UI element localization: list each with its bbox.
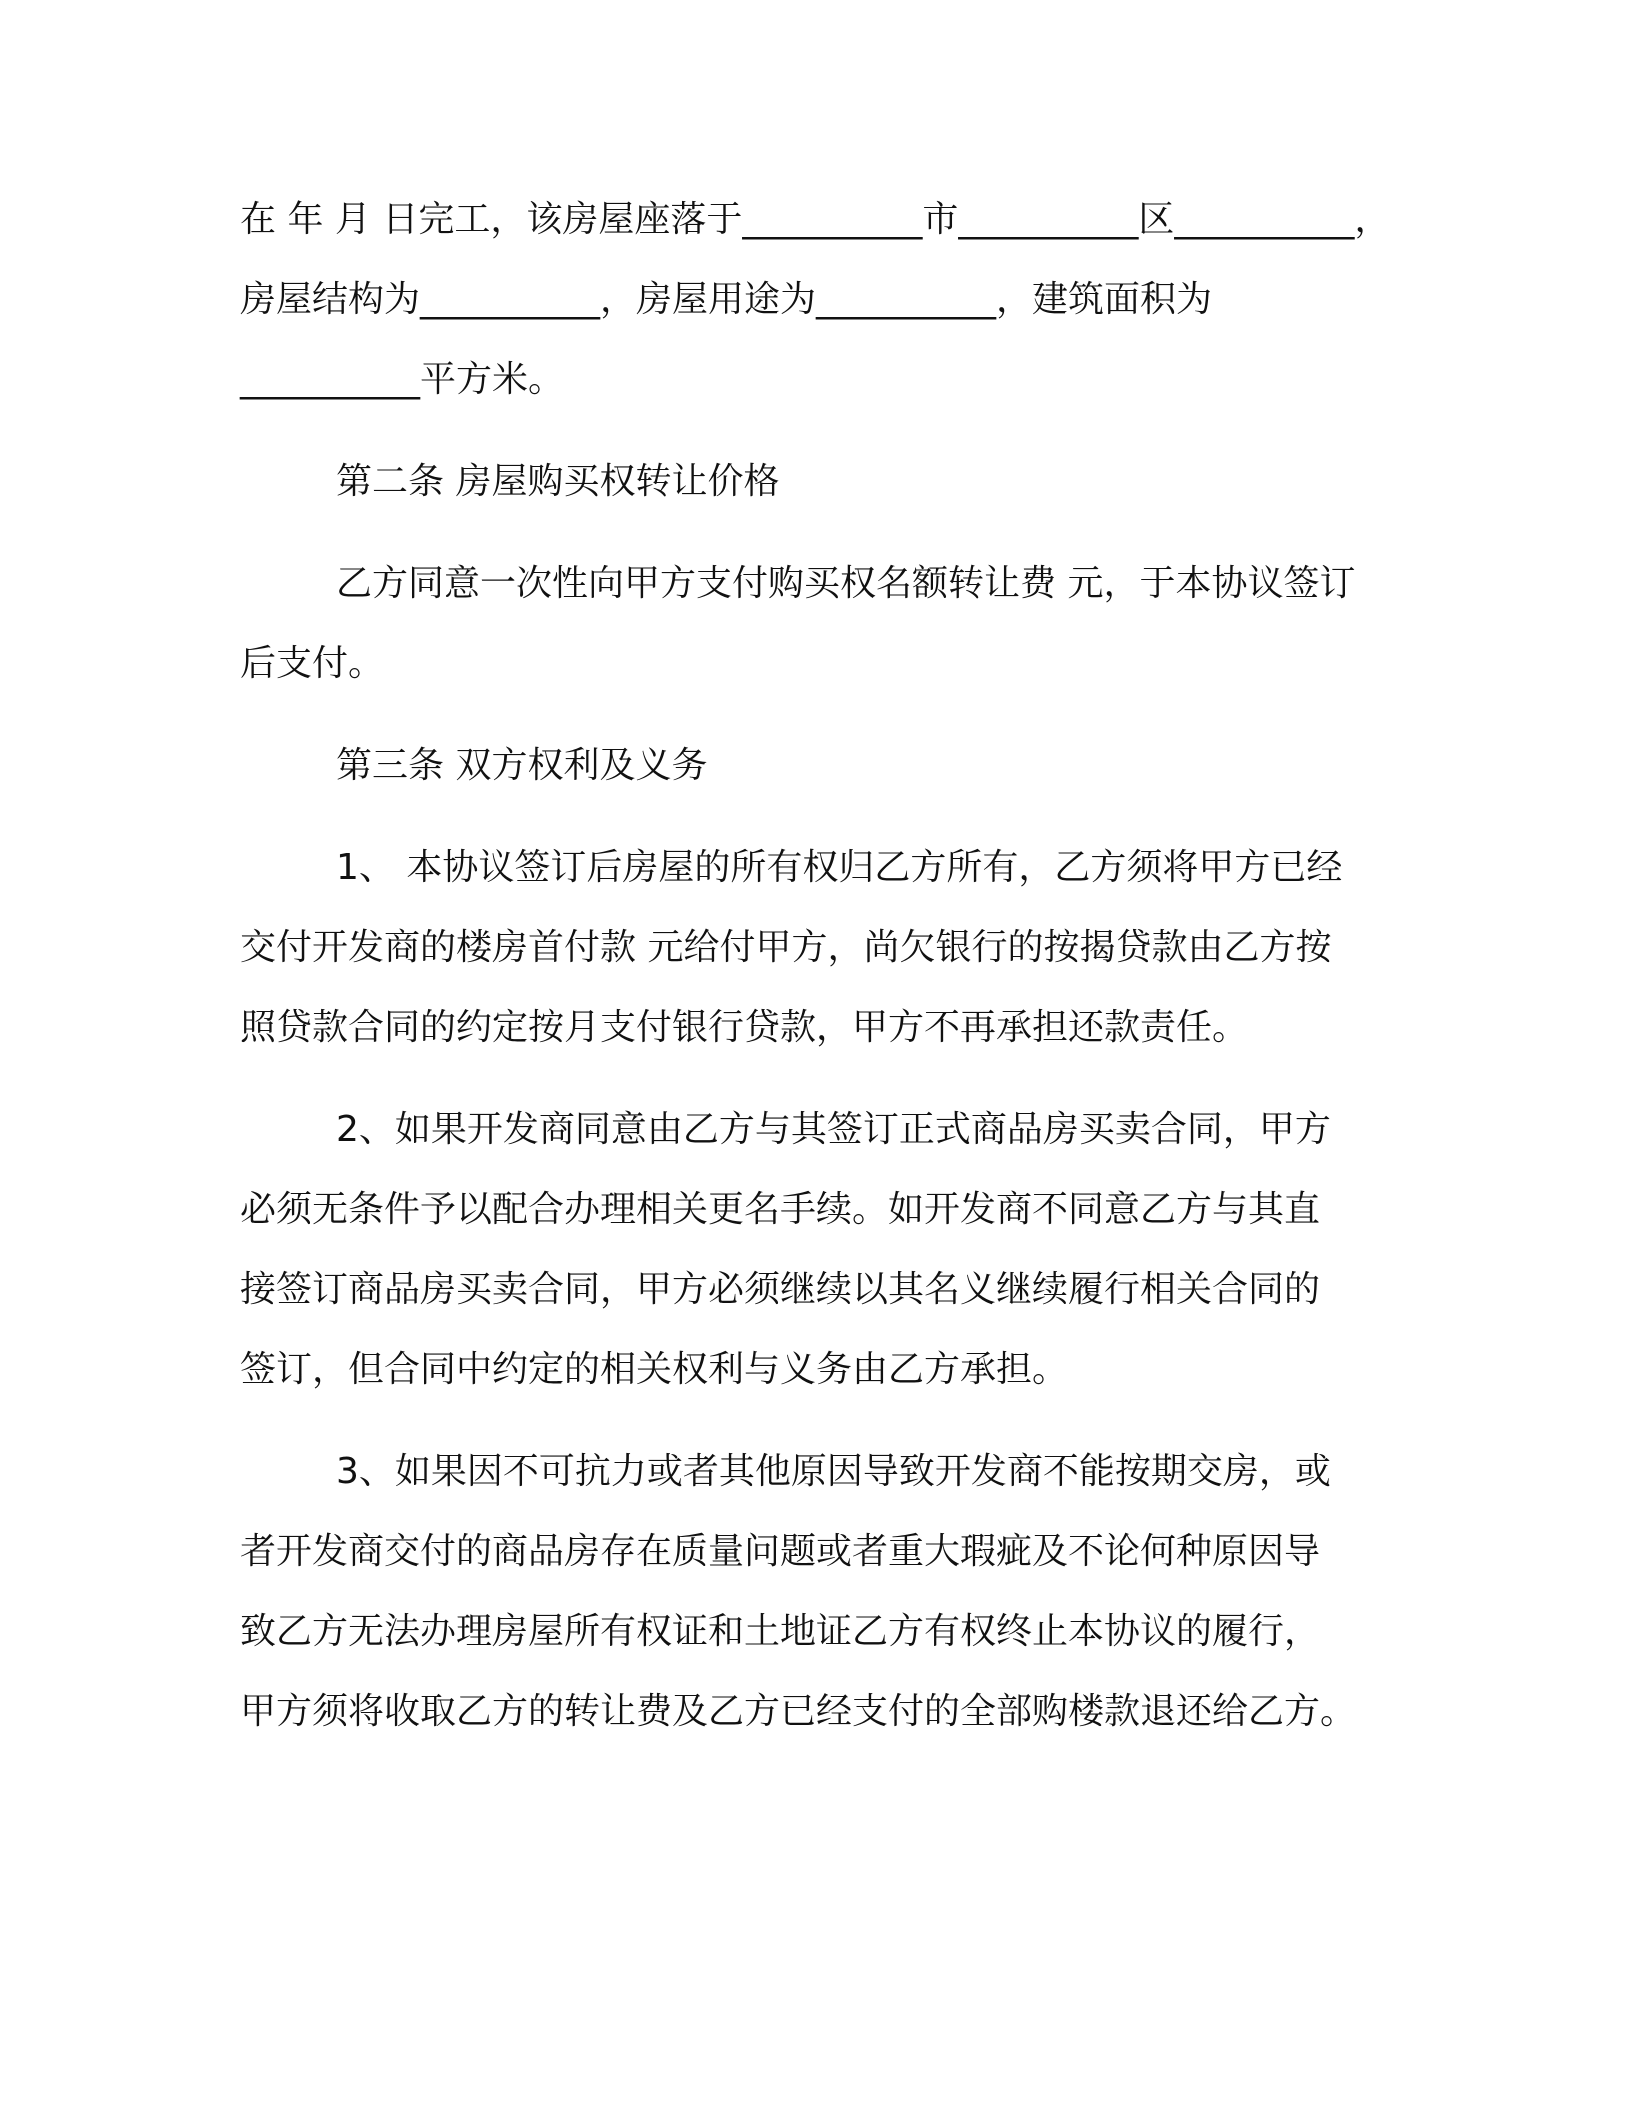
section-heading: 第二条 房屋购买权转让价格 — [336, 461, 780, 502]
text-line: 者开发商交付的商品房存在质量问题或者重大瑕疵及不论何种原因导 — [240, 1531, 1321, 1572]
text-line: 3、如果因不可抗力或者其他原因导致开发商不能按期交房，或 — [336, 1451, 1331, 1492]
text-line: 甲方须将收取乙方的转让费及乙方已经支付的全部购楼款退还给乙方。 — [240, 1691, 1357, 1732]
text-line: 照贷款合同的约定按月支付银行贷款，甲方不再承担还款责任。 — [240, 1007, 1249, 1048]
clause-3 — [240, 1442, 1420, 1762]
document-body — [240, 190, 1420, 1762]
section-heading: 第三条 双方权利及义务 — [336, 745, 708, 786]
text-line: __________平方米。 — [240, 359, 565, 400]
text-line: 2、如果开发商同意由乙方与其签订正式商品房买卖合同，甲方 — [336, 1109, 1331, 1150]
text-line: 交付开发商的楼房首付款 元给付甲方，尚欠银行的按揭贷款由乙方按 — [240, 927, 1332, 968]
text-line: 在 年 月 日完工，该房屋座落于__________市__________区__________， — [240, 199, 1391, 240]
paragraph-transfer-price — [240, 554, 1420, 714]
text-line: 乙方同意一次性向甲方支付购买权名额转让费 元，于本协议签订 — [336, 563, 1356, 604]
text-line: 签订，但合同中约定的相关权利与义务由乙方承担。 — [240, 1349, 1069, 1390]
text-line: 1、 本协议签订后房屋的所有权归乙方所有，乙方须将甲方已经 — [336, 847, 1343, 888]
paragraph-property-description — [240, 190, 1420, 430]
article-2-heading — [240, 452, 1420, 532]
text-line: 后支付。 — [240, 643, 385, 684]
text-line: 房屋结构为__________，房屋用途为__________，建筑面积为 — [240, 279, 1213, 320]
clause-2 — [240, 1100, 1420, 1420]
text-line: 致乙方无法办理房屋所有权证和土地证乙方有权终止本协议的履行， — [240, 1611, 1321, 1652]
text-line: 接签订商品房买卖合同，甲方必须继续以其名义继续履行相关合同的 — [240, 1269, 1321, 1310]
text-line: 必须无条件予以配合办理相关更名手续。如开发商不同意乙方与其直 — [240, 1189, 1321, 1230]
article-3-heading — [240, 736, 1420, 816]
clause-1 — [240, 838, 1420, 1078]
